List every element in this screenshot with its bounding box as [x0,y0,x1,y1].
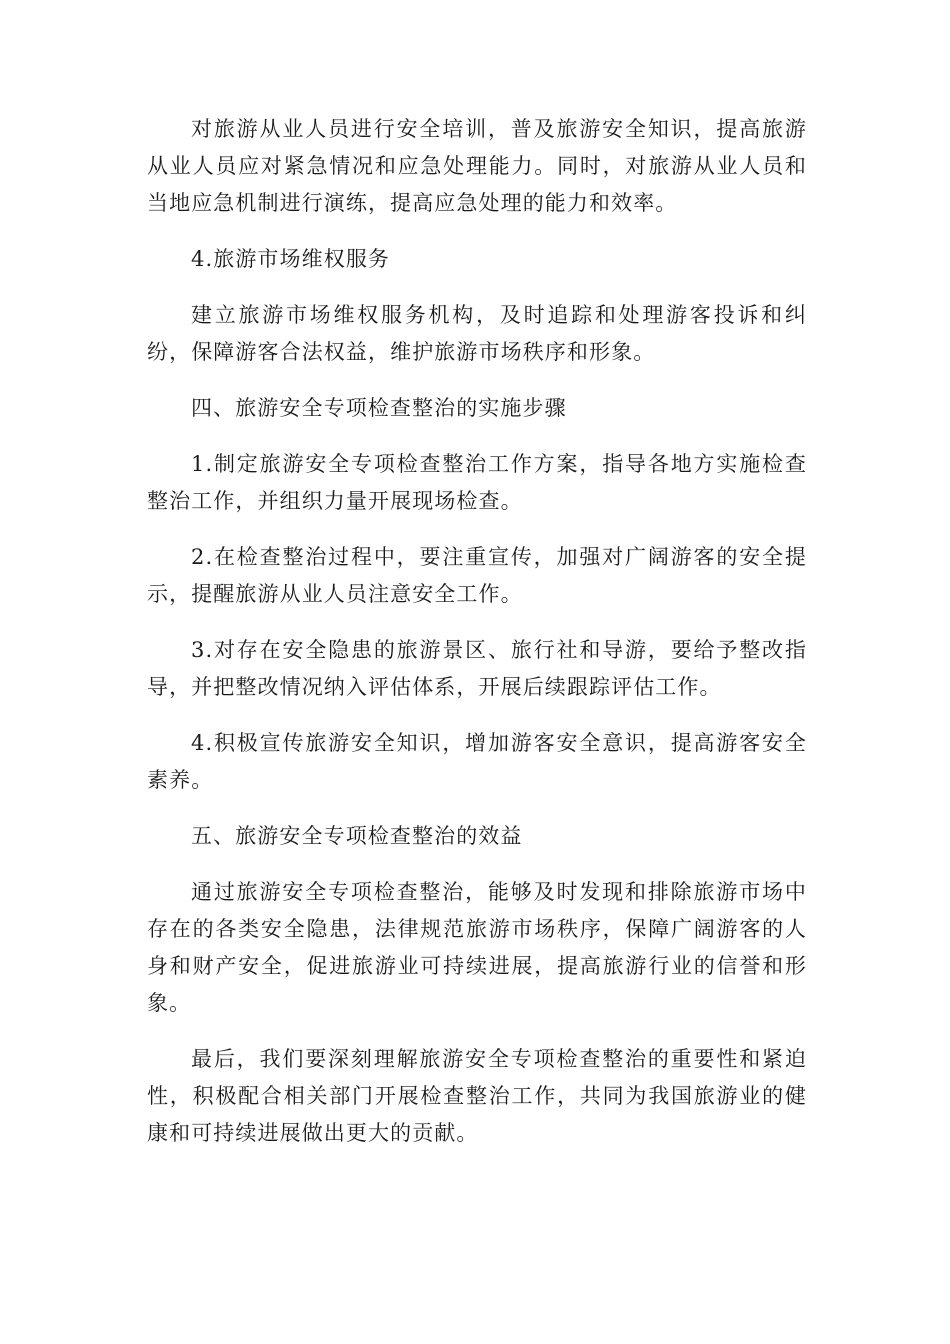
subheading-rights-service: 4.旅游市场维权服务 [191,247,391,271]
paragraph-benefits: 通过旅游安全专项检查整治，能够及时发现和排除旅游市场中存在的各类安全隐患，法律规范旅游市场秩序，保障广阔游客的人身和财产安全，促进旅游业可持续进展，提高旅游行业的信誉和形象。 [147,880,807,1015]
document-body [147,111,807,1171]
paragraph-step-3: 3.对存在安全隐患的旅游景区、旅行社和导游，要给予整改指导，并把整改情况纳入评估体系，开展后续跟踪评估工作。 [147,638,807,699]
paragraph-step-1: 1.制定旅游安全专项检查整治工作方案，指导各地方实施检查整治工作，并组织力量开展现场检查。 [147,452,807,513]
section-heading-benefits: 五、旅游安全专项检查整治的效益 [191,824,523,848]
paragraph-step-2: 2.在检查整治过程中，要注重宣传，加强对广阔游客的安全提示，提醒旅游从业人员注意安全工作。 [147,545,807,606]
paragraph-rights-service: 建立旅游市场维权服务机构，及时追踪和处理游客投诉和纠纷，保障游客合法权益，维护旅游市场秩序和形象。 [147,303,807,364]
section-heading-steps: 四、旅游安全专项检查整治的实施步骤 [191,396,567,420]
paragraph-conclusion: 最后，我们要深刻理解旅游安全专项检查整治的重要性和紧迫性，积极配合相关部门开展检查整治工作，共同为我国旅游业的健康和可持续进展做出更大的贡献。 [147,1047,807,1145]
paragraph-step-4: 4.积极宣传旅游安全知识，增加游客安全意识，提高游客安全素养。 [147,731,807,792]
paragraph-training: 对旅游从业人员进行安全培训，普及旅游安全知识，提高旅游从业人员应对紧急情况和应急处理能力。同时，对旅游从业人员和当地应急机制进行演练，提高应急处理的能力和效率。 [147,117,807,215]
